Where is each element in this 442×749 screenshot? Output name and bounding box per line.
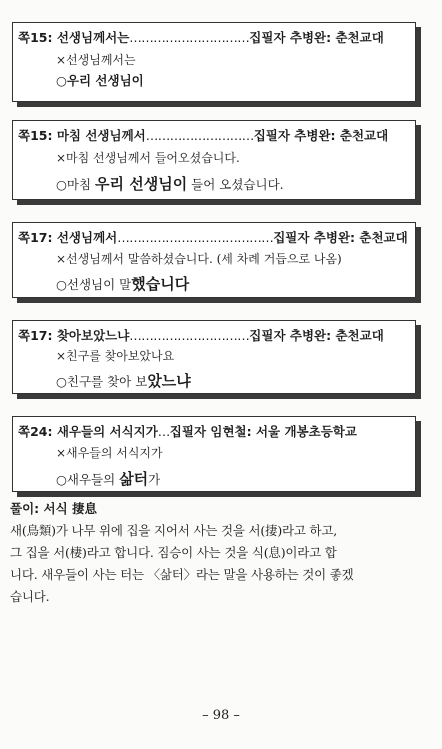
correct-emphasis: 했습니다 xyxy=(131,275,190,293)
school-name: 춘천교대 xyxy=(359,230,408,245)
page-number: – 98 – xyxy=(202,708,240,723)
correct-usage xyxy=(56,71,144,89)
entry-header xyxy=(18,228,408,246)
correct-prefix: ○새우들의 xyxy=(56,472,120,487)
explanation-line: 니다. 새우들이 사는 터는 〈삶터〉라는 말을 사용하는 것이 좋겠 xyxy=(10,567,354,582)
explanation-body xyxy=(10,520,430,608)
wrong-usage: ×새우들의 서식지가 xyxy=(56,446,163,460)
correct-prefix: ○ xyxy=(56,73,67,88)
wrong-usage: ×선생님께서는 xyxy=(56,53,136,67)
author-label: 집필자 추병완: xyxy=(273,230,356,245)
page-ref: 쪽15: xyxy=(18,128,53,143)
school-name: 춘천교대 xyxy=(339,128,389,143)
author-label: 집필자 추병완: xyxy=(249,328,332,343)
correct-suffix: 가 xyxy=(148,472,161,487)
correct-suffix: 들어 오셨습니다. xyxy=(187,177,284,192)
correct-usage xyxy=(56,273,189,294)
entry-header xyxy=(18,326,384,344)
correct-emphasis: 우리 선생님이 xyxy=(66,73,144,88)
page-ref: 쪽17: xyxy=(18,230,53,245)
target-word: 선생님께서 xyxy=(56,230,118,245)
correct-emphasis: 삶터 xyxy=(119,470,149,488)
explanation-line: 습니다. xyxy=(10,589,50,604)
correct-emphasis: 았느냐 xyxy=(147,372,191,390)
entry-header xyxy=(18,422,357,440)
school-name: 춘천교대 xyxy=(335,328,384,343)
correct-usage xyxy=(56,370,191,391)
author-label: 집필자 임현철: xyxy=(169,424,252,439)
author-label: 집필자 추병완: xyxy=(249,30,332,45)
leader-dots: … xyxy=(157,424,170,439)
correct-prefix: ○마침 xyxy=(56,177,96,192)
page-ref: 쪽17: xyxy=(18,328,53,343)
explanation-line: 그 집을 서(棲)라고 합니다. 짐승이 사는 것을 식(息)이라고 합 xyxy=(10,545,337,560)
target-word: 선생님께서는 xyxy=(56,30,130,45)
leader-dots: ………………………… xyxy=(129,30,250,45)
explanation-title: 풀이: 서식 捿息 xyxy=(10,501,98,516)
leader-dots: ………………………………… xyxy=(117,230,274,245)
entry-header xyxy=(18,28,384,46)
correction-entry xyxy=(12,320,416,394)
correct-emphasis: 우리 선생님이 xyxy=(95,175,188,193)
leader-dots: ……………………… xyxy=(145,128,254,143)
author-label: 집필자 추병완: xyxy=(253,128,336,143)
correction-entry xyxy=(12,416,416,492)
wrong-usage: ×마침 선생님께서 들어오셨습니다. xyxy=(56,151,240,165)
wrong-usage: ×친구를 찾아보았나요 xyxy=(56,349,175,363)
correct-usage xyxy=(56,173,284,194)
correct-prefix: ○친구를 찾아 보 xyxy=(56,374,148,389)
school-name: 춘천교대 xyxy=(335,30,384,45)
target-word: 찾아보았느냐 xyxy=(56,328,130,343)
target-word: 새우들의 서식지가 xyxy=(56,424,158,439)
target-word: 마침 선생님께서 xyxy=(56,128,146,143)
page-ref: 쪽24: xyxy=(18,424,53,439)
entry-header xyxy=(18,126,388,144)
school-name: 서울 개봉초등학교 xyxy=(255,424,357,439)
page-ref: 쪽15: xyxy=(18,30,53,45)
correction-entry xyxy=(12,22,416,102)
correct-prefix: ○선생님이 말 xyxy=(56,277,132,292)
explanation-line: 새(鳥類)가 나무 위에 집을 지어서 사는 것을 서(捿)라고 하고, xyxy=(10,523,338,538)
correction-entry xyxy=(12,120,416,200)
leader-dots: ………………………… xyxy=(129,328,250,343)
wrong-usage: ×선생님께서 말씀하셨습니다. (세 차례 거듭으로 나옴) xyxy=(56,252,342,266)
correct-usage xyxy=(56,468,160,489)
correction-entry xyxy=(12,222,416,298)
